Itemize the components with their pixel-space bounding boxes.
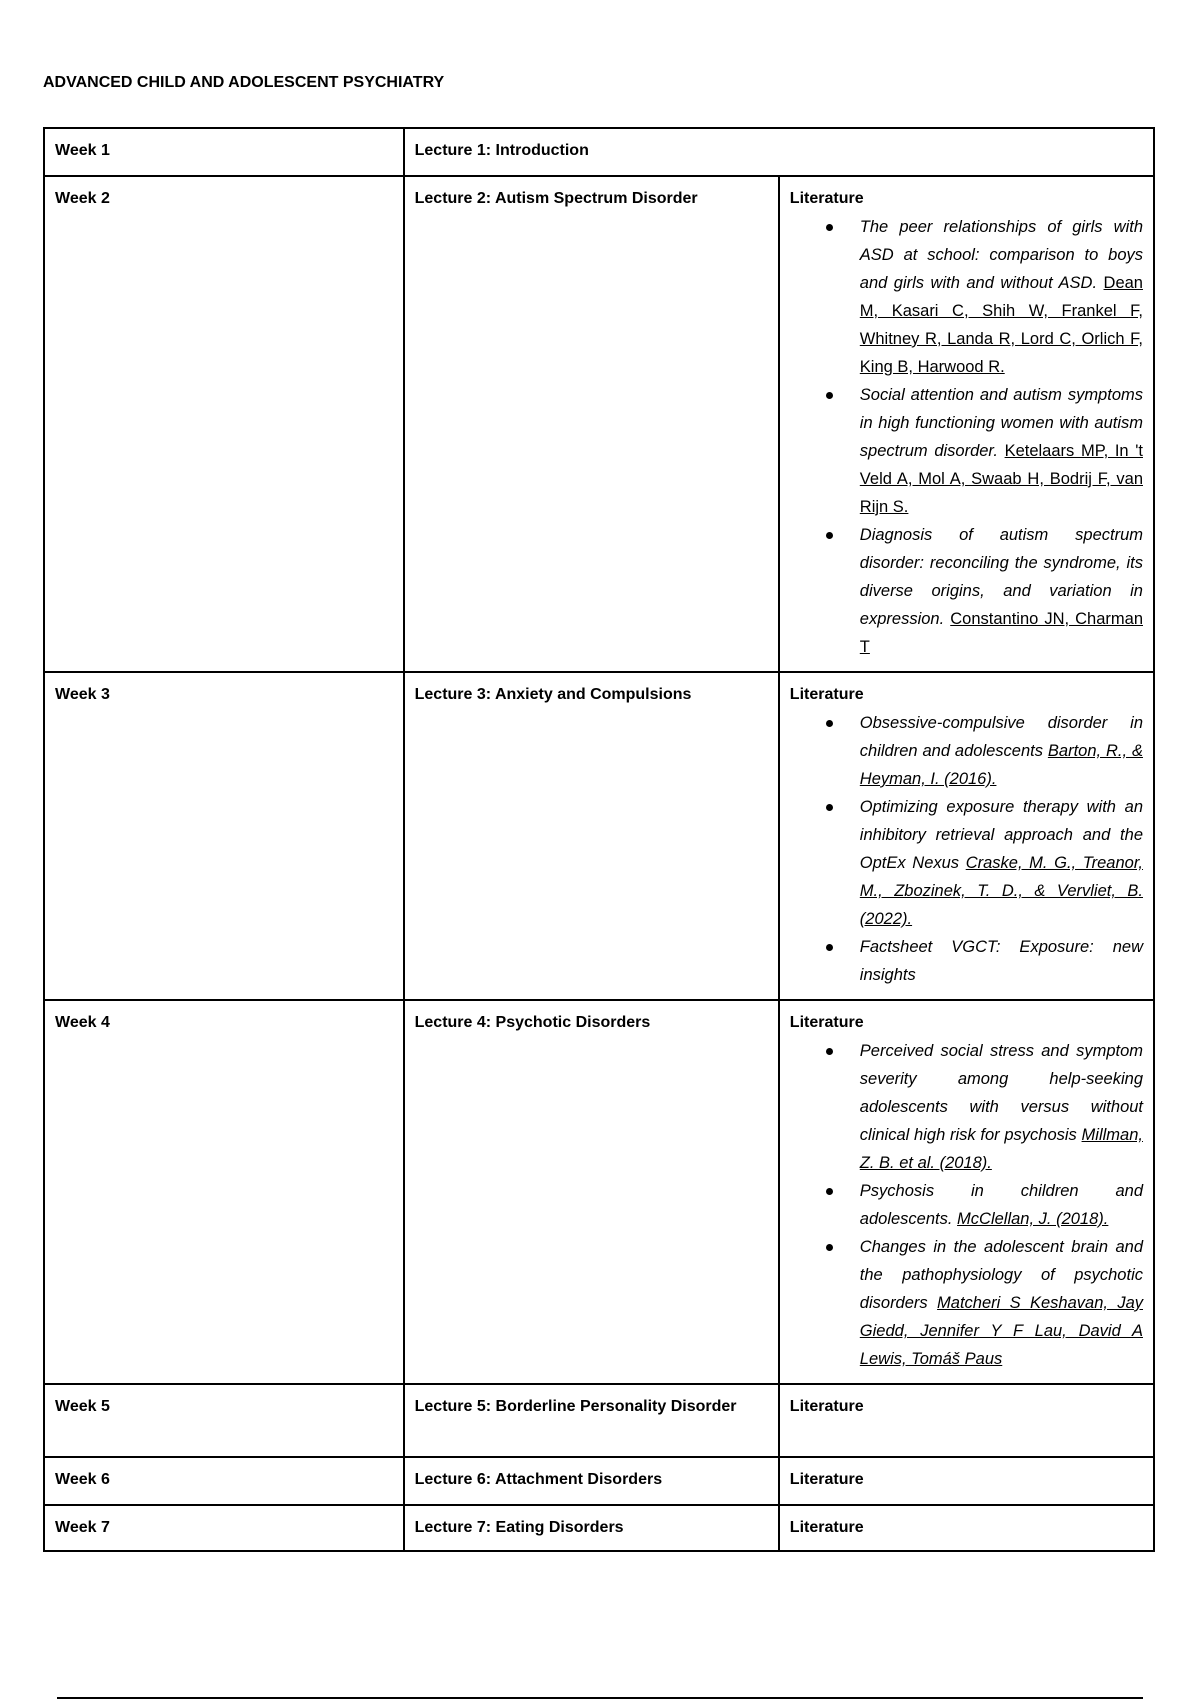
literature-heading: Literature	[789, 190, 864, 207]
reference-authors-link[interactable]: Matcheri S Keshavan, Jay Giedd, Jennifer Y F Lau, David A Lewis, Tomáš Paus	[859, 1294, 1143, 1368]
literature-cell	[779, 176, 1154, 672]
literature-heading: Literature	[789, 1519, 864, 1536]
reference-title: Changes in the adolescent brain and the pathophysiology of psychotic disorders	[859, 1238, 1143, 1312]
reference-authors-link[interactable]: Ketelaars MP, In 't Veld A, Mol A, Swaab H, Bodrij F, van Rijn S.	[859, 442, 1143, 516]
reference-authors-link[interactable]: Constantino JN, Charman T	[859, 610, 1143, 656]
list-item	[860, 213, 1143, 381]
lecture-cell: Lecture 1: Introduction	[404, 128, 1154, 176]
reference-authors-link[interactable]: Craske, M. G., Treanor, M., Zbozinek, T. D., & Vervliet, B. (2022).	[859, 854, 1143, 928]
week-cell: Week 4	[44, 1000, 404, 1384]
reference-list	[790, 1037, 1143, 1373]
literature-cell	[779, 1000, 1154, 1384]
list-item	[860, 381, 1143, 521]
reference-authors-link[interactable]: Barton, R., & Heyman, I. (2016).	[859, 742, 1143, 788]
list-item	[860, 933, 1143, 989]
reference-title: Social attention and autism symptoms in high functioning women with autism spectrum disorder.	[859, 386, 1143, 460]
list-item	[860, 521, 1143, 661]
literature-heading: Literature	[789, 1014, 864, 1031]
literature-heading: Literature	[789, 1471, 864, 1488]
reference-authors-link[interactable]: McClellan, J. (2018).	[957, 1210, 1109, 1228]
lecture-cell: Lecture 4: Psychotic Disorders	[404, 1000, 779, 1384]
footer-divider	[57, 1697, 1143, 1699]
reference-title: Perceived social stress and symptom severity among help-seeking adolescents with versus without clinical high risk for psychosis	[859, 1042, 1143, 1144]
lecture-cell: Lecture 7: Eating Disorders	[404, 1505, 779, 1551]
table-row	[44, 1457, 1154, 1505]
week-cell: Week 3	[44, 672, 404, 1000]
lecture-cell: Lecture 5: Borderline Personality Disorder	[404, 1384, 779, 1457]
week-cell: Week 2	[44, 176, 404, 672]
table-row	[44, 128, 1154, 176]
literature-heading: Literature	[789, 1398, 864, 1415]
course-schedule-table	[43, 127, 1155, 1552]
reference-authors-link[interactable]: Dean M, Kasari C, Shih W, Frankel F, Whitney R, Landa R, Lord C, Orlich F, King B, Harwood R.	[859, 274, 1143, 376]
lecture-cell: Lecture 3: Anxiety and Compulsions	[404, 672, 779, 1000]
literature-cell	[779, 1457, 1154, 1505]
week-cell: Week 1	[44, 128, 404, 176]
table-row	[44, 1000, 1154, 1384]
reference-list	[790, 213, 1143, 661]
list-item	[860, 1037, 1143, 1177]
week-cell: Week 7	[44, 1505, 404, 1551]
literature-cell	[779, 672, 1154, 1000]
literature-cell	[779, 1384, 1154, 1457]
week-cell: Week 5	[44, 1384, 404, 1457]
reference-title: The peer relationships of girls with ASD at school: comparison to boys and girls with and without ASD.	[859, 218, 1143, 292]
literature-cell	[779, 1505, 1154, 1551]
lecture-cell: Lecture 6: Attachment Disorders	[404, 1457, 779, 1505]
reference-title: Obsessive-compulsive disorder in children and adolescents	[859, 714, 1143, 760]
reference-title: Optimizing exposure therapy with an inhibitory retrieval approach and the OptEx Nexus	[859, 798, 1143, 872]
list-item	[860, 709, 1143, 793]
table-row	[44, 176, 1154, 672]
lecture-cell: Lecture 2: Autism Spectrum Disorder	[404, 176, 779, 672]
literature-heading: Literature	[789, 686, 864, 703]
table-row	[44, 1384, 1154, 1457]
week-cell: Week 6	[44, 1457, 404, 1505]
reference-authors-link[interactable]: Millman, Z. B. et al. (2018).	[859, 1126, 1143, 1172]
document-title: ADVANCED CHILD AND ADOLESCENT PSYCHIATRY	[43, 74, 445, 91]
list-item	[860, 793, 1143, 933]
reference-title: Factsheet VGCT: Exposure: new insights	[859, 938, 1143, 984]
table-row	[44, 672, 1154, 1000]
reference-list	[790, 709, 1143, 989]
table-row	[44, 1505, 1154, 1551]
reference-title: Psychosis in children and adolescents.	[859, 1182, 1143, 1228]
list-item	[860, 1177, 1143, 1233]
reference-title: Diagnosis of autism spectrum disorder: reconciling the syndrome, its diverse origins, and variation in expression.	[859, 526, 1143, 628]
list-item	[860, 1233, 1143, 1373]
